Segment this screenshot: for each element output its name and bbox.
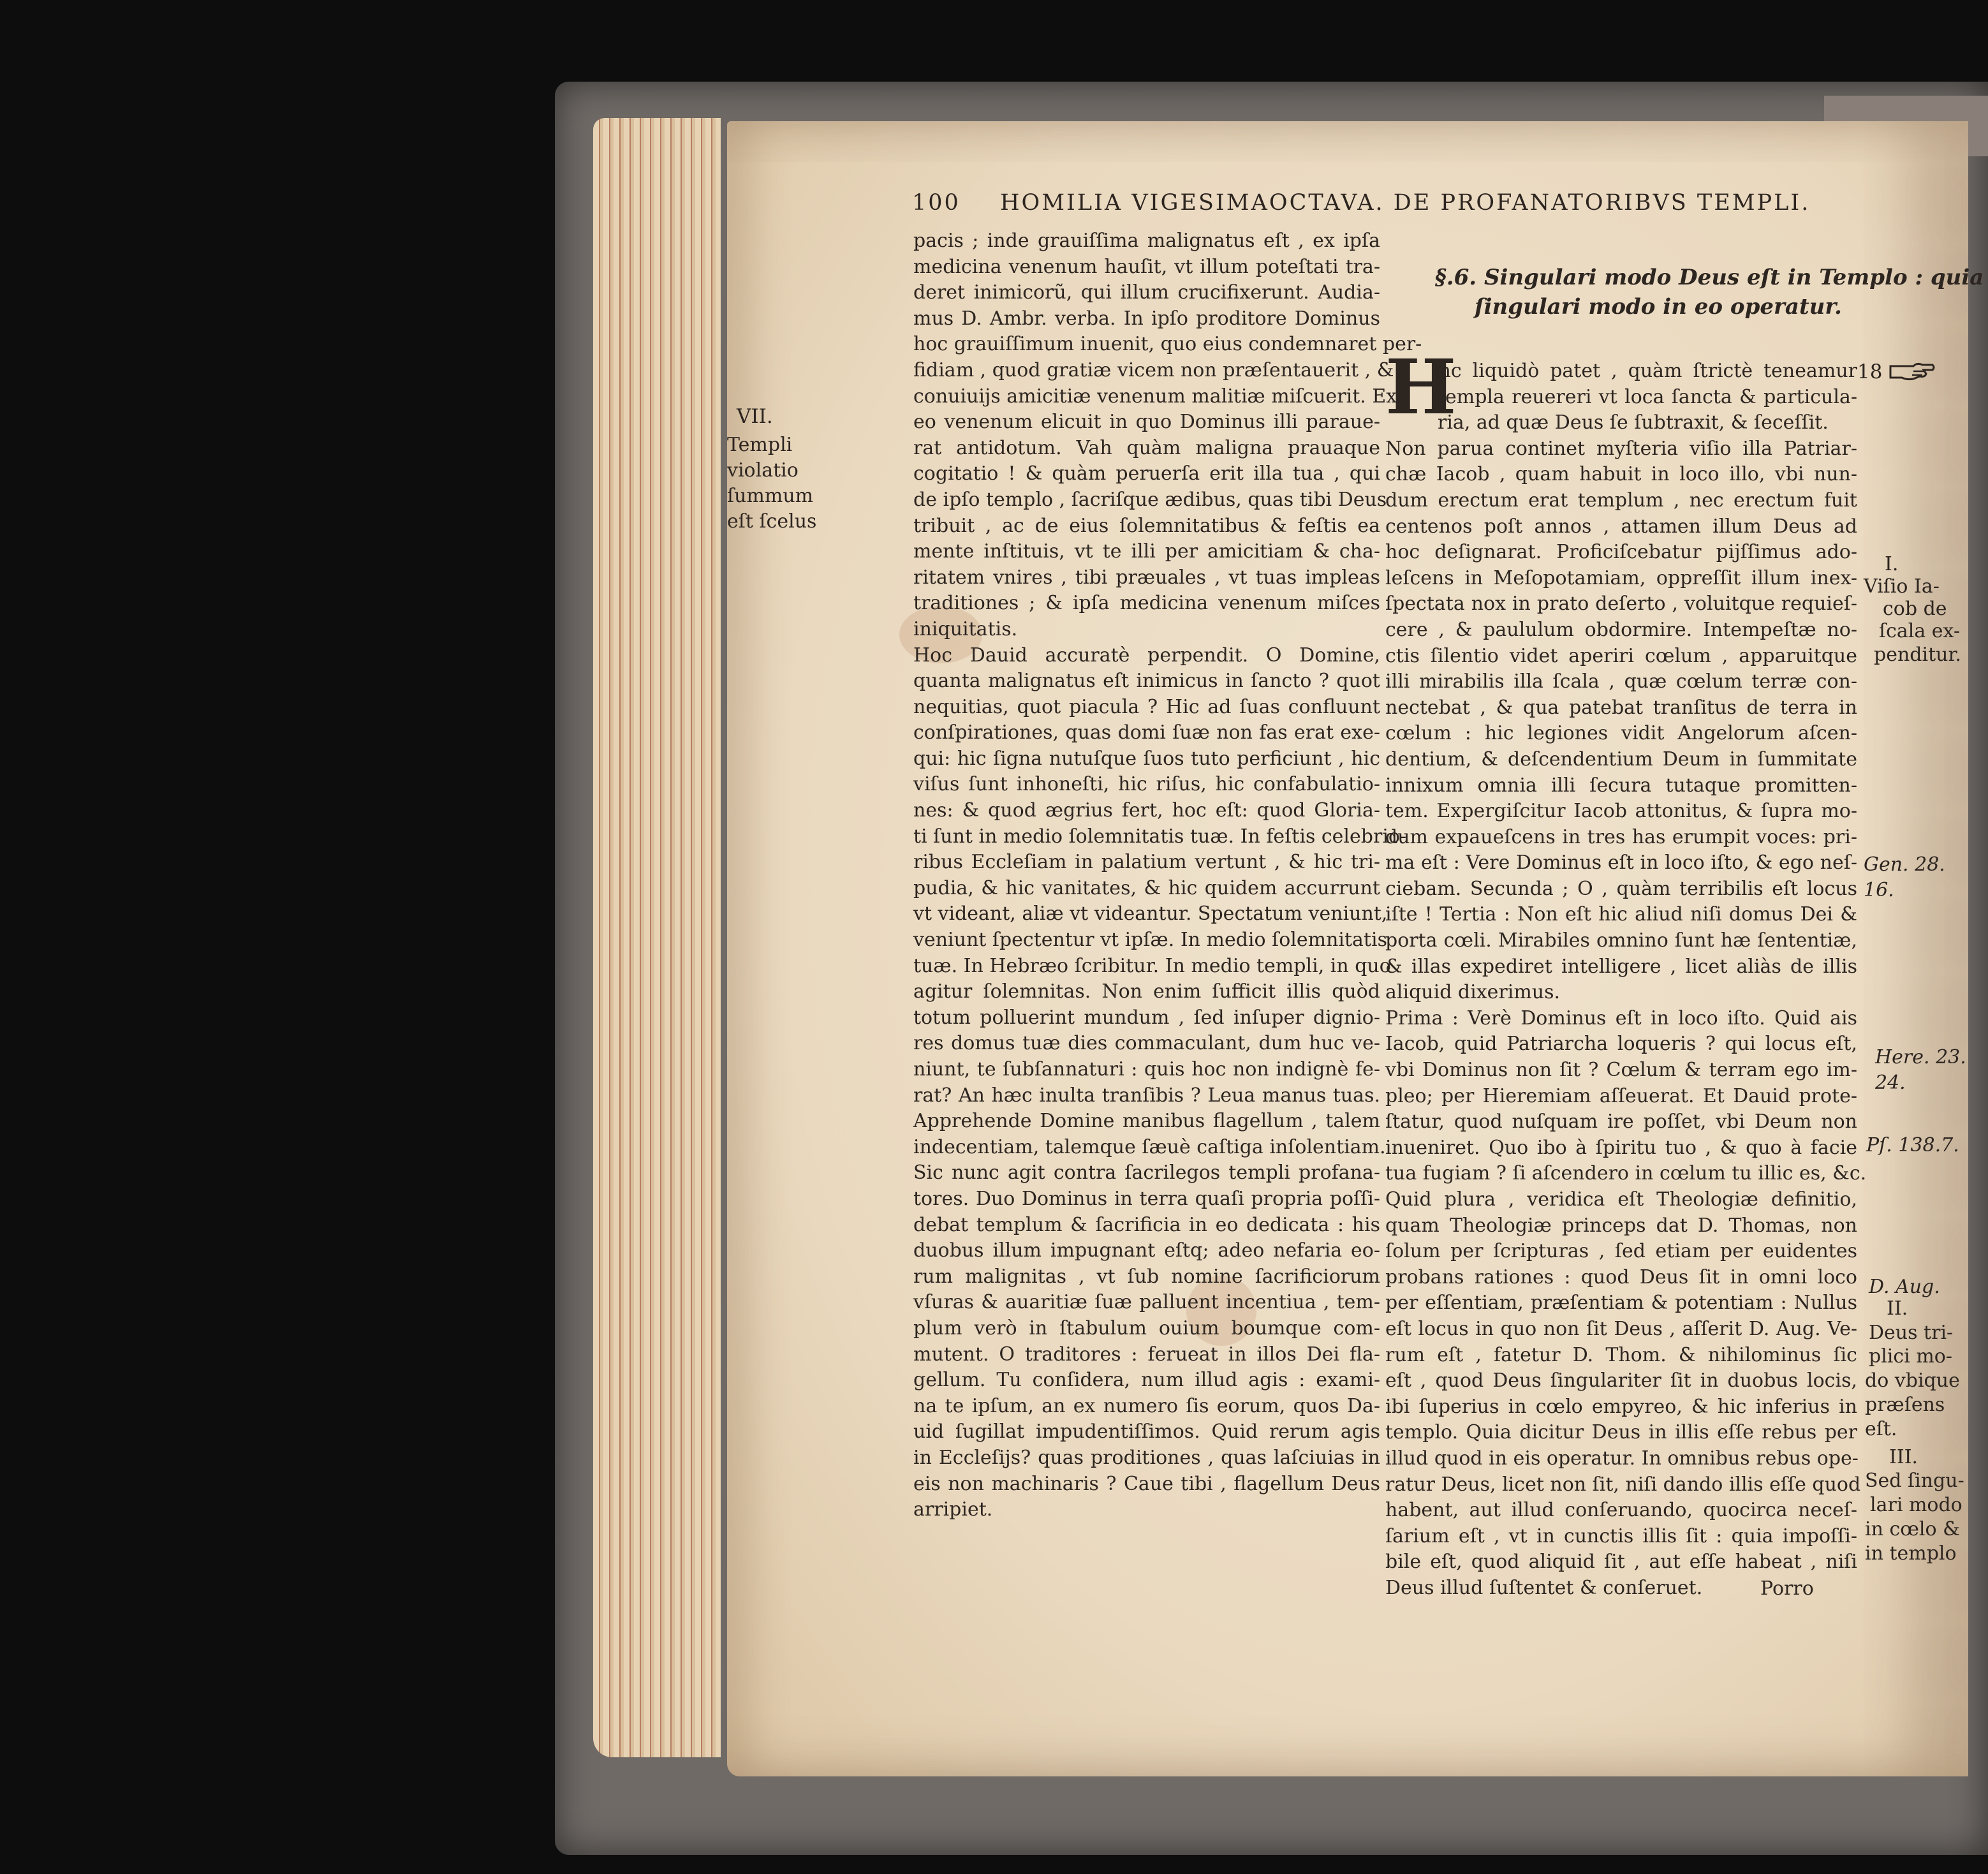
text-line: ſolum per ſcripturas , ſed etiam per euidentes (1385, 1240, 1857, 1263)
text-line: na te ipſum, an ex numero ſis eorum, quos Da- (913, 1394, 1380, 1417)
page-edges (593, 118, 721, 1757)
text-line: & illas expediret intelligere , licet aliàs de illis (1385, 955, 1857, 978)
text-line: ratur Deus, licet non ſit, niſi dando illis eſſe quod (1385, 1473, 1861, 1496)
margin-note-line: penditur. (1874, 644, 1962, 666)
catchword: Porro (1760, 1577, 1814, 1600)
text-line: Prima : Verè Dominus eſt in loco iſto. Quid ais (1385, 1007, 1857, 1029)
text-line: templo. Quia dicitur Deus in illis eſſe rebus per (1385, 1421, 1857, 1444)
text-line: tuæ. In Hebræo ſcribitur. In medio templi, in quo (913, 954, 1391, 977)
text-line: vbi Dominus non ſit ? Cœlum & terram ego im- (1385, 1059, 1857, 1082)
text-line: qui: hic ſigna nutuſque ſuos tuto perficiunt , hic (913, 747, 1380, 770)
section-heading: ſingulari modo in eo operatur. (1475, 294, 1843, 320)
text-line: illud quod in eis operatur. In omnibus rebus ope- (1385, 1447, 1859, 1470)
text-line: dum erectum erat templum , nec erectum fuit (1385, 489, 1857, 512)
text-line: agitur ſolemnitas. Non enim ſufficit illis quòd (913, 980, 1380, 1003)
left-text-column (913, 228, 1422, 1523)
text-line: nectebat , & qua patebat tranſitus de terra in (1385, 696, 1857, 719)
text-line: Sic nunc agit contra ſacrilegos templi profana- (913, 1162, 1380, 1184)
reference-genesis: Gen. 28. (1864, 853, 1945, 876)
text-line: innixum omnia illi ſecura tutaque promitten- (1385, 774, 1857, 797)
text-line: fidiam , quod gratiæ vicem non præſentauerit , & (913, 358, 1394, 381)
text-line: arripiet. (913, 1498, 993, 1521)
margin-note-line: Sed ſingu- (1865, 1470, 1964, 1492)
text-line: in Eccleſijs? quas proditiones , quas laſciuias in (913, 1446, 1380, 1469)
text-line: viſus ſunt inhoneſti, hic riſus, hic confabulatio- (913, 773, 1380, 796)
text-line: nes: & quod ægrius fert, hoc eſt: quod Gloria- (913, 799, 1380, 822)
page-number: 100 (912, 190, 961, 216)
text-line: Hoc Dauid accuratè perpendit. O Domine, (913, 644, 1380, 667)
text-line: res domus tuæ dies commaculant, dum huc ve- (913, 1032, 1380, 1055)
text-line: cogitatio ! & quàm peruerſa erit illa tua , qui (913, 462, 1380, 485)
margin-note-line: Deus tri- (1869, 1322, 1954, 1344)
margin-note-line: violatio (727, 459, 799, 482)
text-line: ribus Eccleſiam in palatium vertunt , & hic tri- (913, 851, 1380, 874)
text-line: ctis ſilentio videt aperiri cœlum , apparuitque (1385, 644, 1857, 667)
text-line: ti ſunt in medio ſolemnitatis tuæ. In feſtis celebrio- (913, 825, 1407, 848)
text-line: uid ſugillat impudentiſſimos. Quid rerum agis (913, 1420, 1380, 1443)
text-line: ſtatur, quod nuſquam ire poſſet, vbi Deum non (1385, 1110, 1857, 1133)
margin-note-line: eſt. (1865, 1418, 1897, 1440)
margin-note-line: ſummum (727, 485, 814, 507)
text-line: duobus illum impugnant eſtq; adeo nefaria eo- (913, 1239, 1380, 1262)
text-line: pacis ; inde grauiſſima malignatus eſt , ex ipſa (913, 230, 1380, 252)
margin-note-line: plici mo- (1869, 1345, 1952, 1368)
text-line: cere , & paululum obdormire. Intempeſtæ no- (1385, 618, 1857, 641)
text-line: Deus illud ſuſtentet & conſeruet. (1385, 1576, 1703, 1599)
text-line: aliquid dixerimus. (1385, 981, 1561, 1004)
text-line: ria, ad quæ Deus ſe ſubtraxit, & ſeceſſit. (1438, 411, 1829, 434)
text-line: de ipſo templo , ſacriſque ædibus, quas tibi Deus (913, 488, 1387, 511)
pointing-hand-icon (1888, 357, 1935, 383)
text-line: centenos poſt annos , attamen illum Deus ad (1385, 515, 1857, 538)
margin-note-line: Templi (727, 434, 793, 456)
text-line: eſt , quod Deus ſingulariter ſit in duobus locis, (1385, 1369, 1857, 1392)
text-line: ſpectata nox in prato deſerto , voluitque requieſ- (1385, 593, 1857, 616)
text-line: illi mirabilis illa ſcala , quæ cœlum terræ con- (1385, 670, 1857, 693)
text-line: ibi ſuperius in cœlo empyreo, & hic inferius in (1385, 1395, 1857, 1418)
text-line: pleo; per Hieremiam aſſeuerat. Et Dauid prote- (1385, 1084, 1857, 1107)
text-line: templa reuereri vt loca ſancta & particula- (1438, 385, 1857, 408)
text-line: ma eſt : Vere Dominus eſt in loco iſto, & ego neſ- (1385, 852, 1857, 874)
text-line: inc liquidò patet , quàm ſtrictè teneamur (1432, 360, 1857, 382)
reference-jeremiah: 24. (1875, 1072, 1906, 1094)
text-line: traditiones ; & ipſa medicina venenum miſces (913, 592, 1380, 615)
text-line: rat antidotum. Vah quàm maligna prauaque (913, 436, 1380, 459)
text-line: mente inſtituis, vt te illi per amicitiam & cha- (913, 540, 1380, 563)
right-text-column (1385, 358, 1867, 1602)
reference-augustine: D. Aug. (1869, 1276, 1940, 1298)
reference-jeremiah: Here. 23. (1875, 1046, 1966, 1068)
margin-note-line: Viſio Ia- (1864, 575, 1940, 598)
reference-psalm: Pſ. 138.7. (1866, 1134, 1959, 1156)
margin-note-line: præſens (1865, 1394, 1945, 1416)
text-line: hoc deſignarat. Proficiſcebatur pijſſimus ado- (1385, 541, 1857, 564)
text-line: deret inimicorũ, qui illum crucifixerunt. Audia- (913, 281, 1380, 304)
margin-note-line: in cœlo & (1865, 1518, 1960, 1540)
text-line: bile eſt, quod aliquid ſit , aut eſſe habeat , niſi (1385, 1551, 1857, 1574)
reference-genesis: 16. (1864, 879, 1894, 901)
text-line: vt videant, aliæ vt videantur. Spectatum veniunt, (913, 903, 1388, 926)
text-line: eis non machinaris ? Caue tibi , flagellum Deus (913, 1472, 1380, 1495)
text-line: eo venenum elicuit in quo Dominus illi paraue- (913, 411, 1380, 434)
text-line: gellum. Tu conſidera, num illud agis : exami- (913, 1369, 1380, 1392)
text-line: chæ Iacob , quam habuit in loco illo, vbi nun- (1385, 463, 1857, 486)
text-line: quam Theologiæ princeps dat D. Thomas, non (1385, 1214, 1857, 1237)
text-line: vſuras & auaritiæ ſuæ palluent incentiua , tem- (913, 1291, 1380, 1314)
text-line: conuiuijs amicitiæ venenum malitiæ miſcuerit. Ex (913, 385, 1397, 408)
text-line: ciebam. Secunda ; O , quàm terribilis eſt locus (1385, 877, 1857, 900)
margin-note-line: eſt ſcelus (727, 510, 817, 533)
text-line: eſt locus in quo non ſit Deus , aſſerit D. Aug. Ve- (1385, 1317, 1857, 1340)
text-line: totum polluerint mundum , ſed inſuper dignio- (913, 1006, 1380, 1029)
text-line: probans rationes : quod Deus ſit in omni loco (1385, 1265, 1857, 1288)
text-line: inueniret. Quo ibo à ſpiritu tuo , & quo à facie (1385, 1136, 1857, 1159)
text-line: veniunt ſpectentur vt ipſæ. In medio ſolemnitatis (913, 929, 1387, 952)
section-heading: §.6. Singulari modo Deus eſt in Templo : quia (1435, 265, 1984, 290)
text-line: tribuit , ac de eius ſolemnitatibus & feſtis ea (913, 514, 1380, 537)
text-line: mus D. Ambr. verba. In ipſo proditore Dominus (913, 307, 1380, 330)
drop-cap: H (1385, 343, 1457, 431)
margin-note-line: III. (1889, 1446, 1918, 1468)
paragraph-number: 18 (1857, 360, 1883, 383)
text-line: mutent. O traditores : ferueat in illos Dei fla- (913, 1343, 1380, 1366)
margin-note-line: I. (1885, 553, 1899, 575)
text-line: niunt, te ſubſannaturi : quis hoc non indignè fe- (913, 1058, 1380, 1081)
margin-note-line: cob de (1883, 598, 1947, 620)
book-page (727, 121, 1984, 1776)
text-line: Apprehende Domine manibus flagellum , talem (913, 1110, 1380, 1133)
text-line: leſcens in Meſopotamiam, oppreſſit illum inex- (1385, 566, 1857, 589)
text-line: conſpirationes, quas domi ſuæ non fas erat exe- (913, 721, 1380, 744)
running-title: HOMILIA VIGESIMAOCTAVA. DE PROFANATORIBVS TEMPLI. (1000, 190, 1811, 216)
text-line: tem. Expergiſcitur Iacob attonitus, & ſupra mo- (1385, 800, 1857, 823)
margin-note-line: ſcala ex- (1879, 620, 1961, 642)
text-line: per eſſentiam, præſentiam & potentiam : Nullus (1385, 1292, 1857, 1315)
margin-note-number: VII. (737, 405, 773, 428)
text-line: rat? An hæc inulta tranſibis ? Leua manus tuas. (913, 1084, 1380, 1107)
text-line: iniquitatis. (913, 617, 1018, 640)
text-line: dum expaueſcens in tres has erumpit voces: pri- (1385, 825, 1857, 848)
text-line: dentium, & deſcendentium Deum in ſummitate (1385, 748, 1857, 771)
text-line: tores. Duo Dominus in terra quaſi propria poſſi- (913, 1187, 1380, 1210)
text-line: Quid plura , veridica eſt Theologiæ definitio, (1385, 1188, 1857, 1211)
text-line: ſarium eſt , vt in cunctis illis ſit : quia impoſſi- (1385, 1524, 1857, 1547)
text-line: ritatem vnires , tibi præuales , vt tuas impleas (913, 566, 1380, 589)
text-line: plum verò in ſtabulum ouium boumque com- (913, 1317, 1380, 1339)
text-line: indecentiam, talemque ſæuè caſtiga inſolentiam. (913, 1135, 1386, 1158)
text-line: habent, aut illud conſeruando, quocirca neceſ- (1385, 1499, 1857, 1522)
text-line: quanta malignatus eſt inimicus in ſancto ? quot (913, 670, 1380, 693)
text-line: pudia, & hic vanitates, & hic quidem accurrunt (913, 876, 1380, 899)
text-line: porta cœli. Mirabiles omnino ſunt hæ ſententiæ, (1385, 929, 1857, 952)
text-line: Iacob, quid Patriarcha loqueris ? qui locus eſt, (1385, 1033, 1857, 1056)
margin-note-line: do vbique (1865, 1369, 1960, 1392)
text-line: medicina venenum hauſit, vt illum poteſtati tra- (913, 255, 1380, 278)
margin-note-line: lari modo (1870, 1494, 1962, 1516)
text-line: debat templum & ſacrificia in eo dedicata : his (913, 1213, 1380, 1236)
text-line: nequitias, quot piacula ? Hic ad ſuas confluunt (913, 695, 1380, 718)
text-line: rum malignitas , vt ſub nomine ſacrificiorum (913, 1265, 1380, 1288)
text-line: tua fugiam ? ſi aſcendero in cœlum tu illic es, &c. (1385, 1162, 1867, 1185)
text-line: Non parua continet myſteria viſio illa Patriar- (1385, 437, 1857, 460)
text-line: cœlum : hic legiones vidit Angelorum aſcen- (1385, 722, 1857, 745)
text-line: iſte ! Tertia : Non eſt hic aliud niſi domus Dei & (1385, 903, 1857, 926)
text-line: rum eſt , fatetur D. Thom. & nihilominus ſic (1385, 1343, 1857, 1366)
margin-note-line: in templo (1865, 1542, 1957, 1565)
text-line: hoc grauiſſimum inuenit, quo eius condemnaret per- (913, 333, 1422, 356)
margin-note-line: II. (1887, 1297, 1908, 1320)
